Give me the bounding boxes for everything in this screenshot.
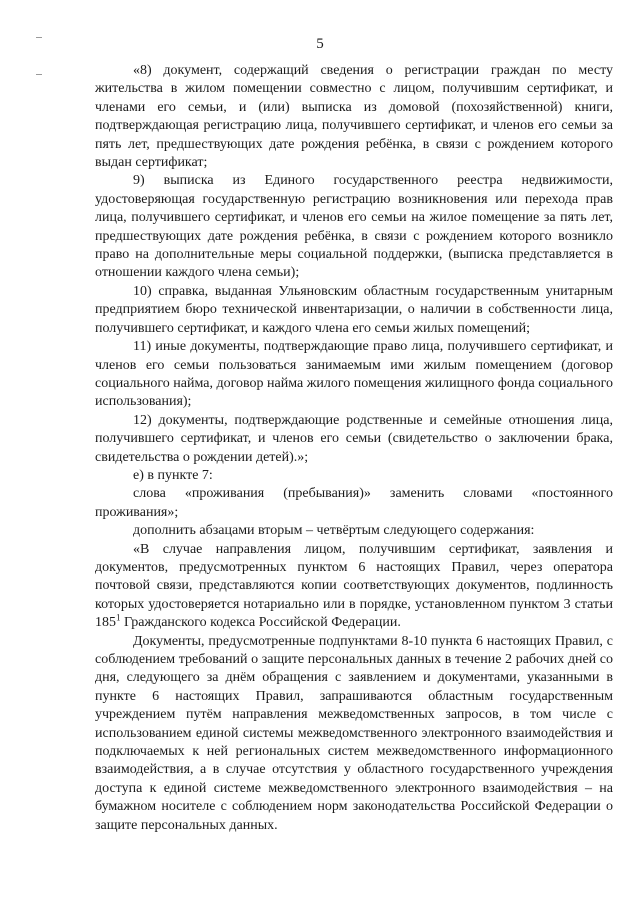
document-body bbox=[95, 62, 613, 835]
paragraph-item-11: 11) иные документы, подтверждающие право лица, получившего сертификат, и членов его семьи пользоваться занимаемым ими жилым помещением (договор социального найма, договор найма жилого помещения жилищного фонда социального использования); bbox=[95, 339, 613, 410]
paragraph-subitem-e: е) в пункте 7: bbox=[133, 467, 213, 483]
paragraph-add-clauses: дополнить абзацами вторым – четвёртым следующего содержания: bbox=[133, 523, 535, 539]
page-number: 5 bbox=[316, 36, 324, 52]
paragraph-item-12: 12) документы, подтверждающие родственные и семейные отношения лица, получившего сертификат, и членов его семьи (свидетельство о заключении брака, свидетельства о рождении детей).»; bbox=[95, 412, 613, 465]
paragraph-postal-documents bbox=[95, 541, 613, 633]
article-superscript: 1 bbox=[116, 612, 121, 623]
paragraph-replace-words: слова «проживания (пребывания)» заменить словами «постоянного проживания»; bbox=[95, 486, 613, 520]
paragraph-postal-text-end: Гражданского кодекса Российской Федерации. bbox=[120, 615, 401, 631]
paragraph-postal-text: «В случае направления лицом, получившим сертификат, заявления и документов, предусмотренных пунктом 6 настоящих Правил, через оператора почтовой связи, представляются копии соответствующих документов, подлинность которых удостоверяется нотариально или в порядке, установленном пунктом 3 статьи 185 bbox=[95, 541, 613, 631]
paragraph-interagency-requests: Документы, предусмотренные подпунктами 8-10 пункта 6 настоящих Правил, с соблюдением требований о защите персональных данных в течение 2 рабочих дней со дня, следующего за днём обращения с заявлением и документами, указанными в пункте 6 настоящих Правил, запрашиваются областным государственным учреждением путём направления межведомственных запросов, в том числе с использованием единой системы межведомственного электронного взаимодействия и подключаемых к ней региональных систем межведомственного информационного взаимодействия, а в случае отсутствия у областного государственного учреждения доступа к единой системе межведомственного электронного взаимодействия – на бумажном носителе с соблюдением норм законодательства Российской Федерации о защите персональных данных. bbox=[95, 633, 613, 833]
paragraph-item-10: 10) справка, выданная Ульяновским областным государственным унитарным предприятием бюро технической инвентаризации, о наличии в собственности лица, получившего сертификат, и каждого члена его семьи жилых помещений; bbox=[95, 283, 613, 336]
paragraph-item-8: «8) документ, содержащий сведения о регистрации граждан по месту жительства в жилом помещении совместно с лицом, получившим сертификат, и членами его семьи, и (или) выписка из домовой (похозяйственной) книги, подтверждающая регистрацию лица, получившего сертификат, и членов его семьи за пять лет, предшествующих дате рождения ребёнка, в связи с рождением которого выдан сертификат; bbox=[95, 63, 613, 171]
paragraph-item-9: 9) выписка из Единого государственного реестра недвижимости, удостоверяющая государственную регистрацию возникновения или перехода прав лица, получившего сертификат, и членов его семьи на жилое помещение за пять лет, предшествующих дате рождения ребёнка, в связи с рождением которого возникло право на дополнительные меры социальной поддержки, (выписка представляется в отношении каждого члена семьи); bbox=[95, 173, 613, 281]
scan-mark bbox=[36, 74, 42, 75]
